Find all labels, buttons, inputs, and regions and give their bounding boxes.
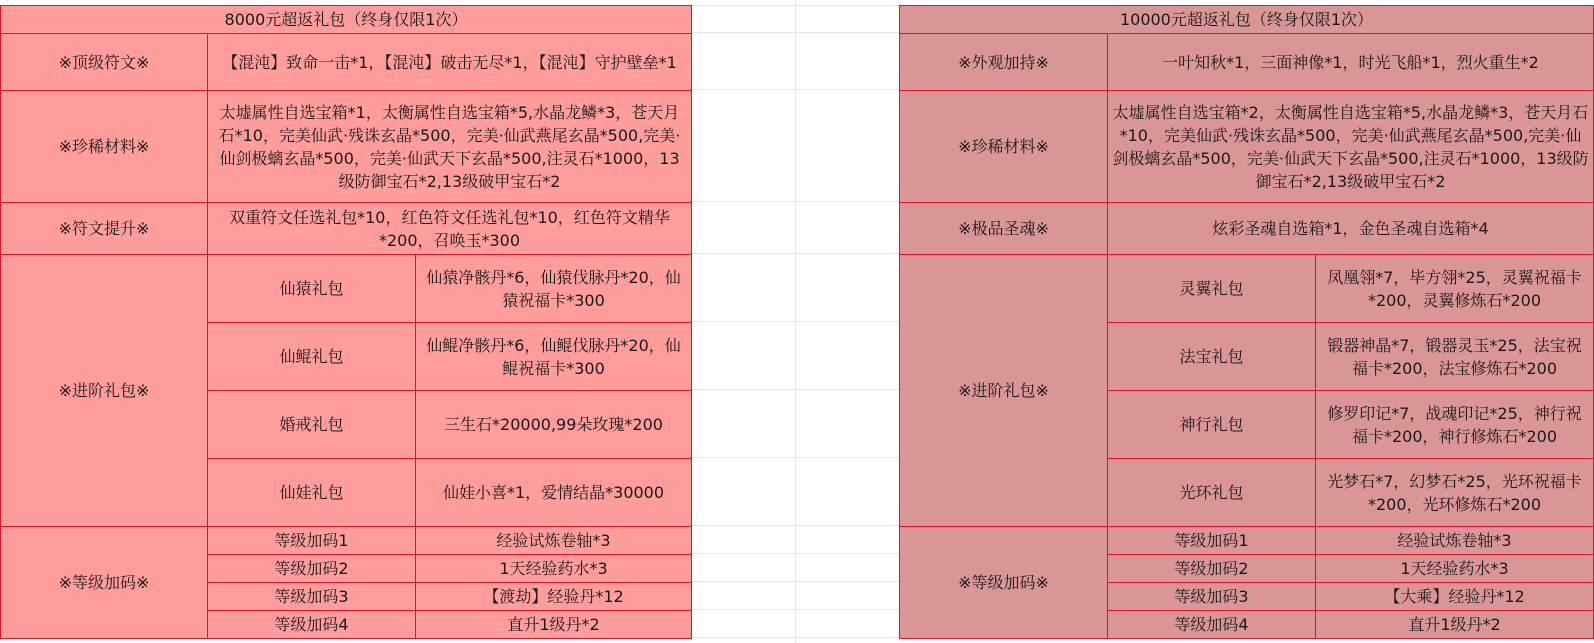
right-level-item-name: 等级加码2 bbox=[1108, 555, 1316, 583]
left-package-title: 8000元超返礼包（终身仅限1次） bbox=[1, 6, 692, 34]
left-row-label: ※顶级符文※ bbox=[1, 34, 208, 91]
right-row-content: 太墟属性自选宝箱*2，太衡属性自选宝箱*5,水晶龙鳞*3，苍天月石*10，完美仙武·残诛玄晶*500，完美·仙武燕尾玄晶*500,完美·仙剑极螭玄晶*500，完美·仙武天下玄晶*500,注灵石*1000，13级防御宝石*2,13级破甲宝石*2 bbox=[1108, 91, 1594, 203]
left-advanced-item-content: 仙猿净骸丹*6，仙猿伐脉丹*20，仙猿祝福卡*300 bbox=[416, 255, 692, 323]
gridline bbox=[795, 0, 796, 643]
left-level-item-name: 等级加码2 bbox=[208, 555, 416, 583]
left-level-item-name: 等级加码3 bbox=[208, 583, 416, 611]
right-advanced-item-name: 光环礼包 bbox=[1108, 459, 1316, 527]
right-package-title: 10000元超返礼包（终身仅限1次） bbox=[900, 6, 1594, 34]
right-advanced-item-content: 光梦石*7，幻梦石*25，光环祝福卡*200，光环修炼石*200 bbox=[1316, 459, 1594, 527]
right-level-item-content: 直升1级丹*2 bbox=[1316, 611, 1594, 639]
left-advanced-item-content: 三生石*20000,99朵玫瑰*200 bbox=[416, 391, 692, 459]
right-level-item-name: 等级加码3 bbox=[1108, 583, 1316, 611]
left-level-item-content: 直升1级丹*2 bbox=[416, 611, 692, 639]
right-row-label: ※珍稀材料※ bbox=[900, 91, 1108, 203]
right-advanced-item-name: 灵翼礼包 bbox=[1108, 255, 1316, 323]
right-level-item-name: 等级加码1 bbox=[1108, 527, 1316, 555]
left-level-item-content: 【渡劫】经验丹*12 bbox=[416, 583, 692, 611]
right-level-item-content: 经验试炼卷轴*3 bbox=[1316, 527, 1594, 555]
right-row-content: 炫彩圣魂自选箱*1，金色圣魂自选箱*4 bbox=[1108, 203, 1594, 255]
left-row-content: 双重符文任选礼包*10，红色符文任选礼包*10，红色符文精华*200，召唤玉*300 bbox=[208, 203, 692, 255]
left-row-label: ※珍稀材料※ bbox=[1, 91, 208, 203]
right-level-label: ※等级加码※ bbox=[900, 527, 1108, 639]
left-advanced-item-name: 婚戒礼包 bbox=[208, 391, 416, 459]
right-package-table bbox=[899, 5, 1594, 639]
right-advanced-item-name: 法宝礼包 bbox=[1108, 323, 1316, 391]
left-level-item-name: 等级加码1 bbox=[208, 527, 416, 555]
left-advanced-item-name: 仙猿礼包 bbox=[208, 255, 416, 323]
right-level-item-content: 【大乘】经验丹*12 bbox=[1316, 583, 1594, 611]
left-advanced-item-content: 仙娃小喜*1，爱情结晶*30000 bbox=[416, 459, 692, 527]
right-row-label: ※极品圣魂※ bbox=[900, 203, 1108, 255]
right-level-item-content: 1天经验药水*3 bbox=[1316, 555, 1594, 583]
left-advanced-item-name: 仙娃礼包 bbox=[208, 459, 416, 527]
left-row-content: 【混沌】致命一击*1，【混沌】破击无尽*1，【混沌】守护壁垒*1 bbox=[208, 34, 692, 91]
left-advanced-label: ※进阶礼包※ bbox=[1, 255, 208, 527]
right-advanced-item-name: 神行礼包 bbox=[1108, 391, 1316, 459]
left-level-item-content: 1天经验药水*3 bbox=[416, 555, 692, 583]
left-advanced-item-content: 仙鲲净骸丹*6，仙鲲伐脉丹*20，仙鲲祝福卡*300 bbox=[416, 323, 692, 391]
left-advanced-item-name: 仙鲲礼包 bbox=[208, 323, 416, 391]
right-row-label: ※外观加持※ bbox=[900, 34, 1108, 91]
left-row-label: ※符文提升※ bbox=[1, 203, 208, 255]
left-row-content: 太墟属性自选宝箱*1，太衡属性自选宝箱*5,水晶龙鳞*3，苍天月石*10，完美仙武·残诛玄晶*500，完美·仙武燕尾玄晶*500,完美·仙剑极螭玄晶*500，完美·仙武天下玄晶*500,注灵石*1000，13级防御宝石*2,13级破甲宝石*2 bbox=[208, 91, 692, 203]
right-advanced-item-content: 修罗印记*7，战魂印记*25，神行祝福卡*200，神行修炼石*200 bbox=[1316, 391, 1594, 459]
left-level-item-content: 经验试炼卷轴*3 bbox=[416, 527, 692, 555]
right-level-item-name: 等级加码4 bbox=[1108, 611, 1316, 639]
right-advanced-item-content: 凤凰翎*7，毕方翎*25，灵翼祝福卡*200，灵翼修炼石*200 bbox=[1316, 255, 1594, 323]
left-package-table bbox=[0, 5, 692, 639]
right-advanced-label: ※进阶礼包※ bbox=[900, 255, 1108, 527]
left-level-item-name: 等级加码4 bbox=[208, 611, 416, 639]
right-row-content: 一叶知秋*1，三面神像*1，时光飞船*1，烈火重生*2 bbox=[1108, 34, 1594, 91]
right-advanced-item-content: 锻器神晶*7，锻器灵玉*25，法宝祝福卡*200，法宝修炼石*200 bbox=[1316, 323, 1594, 391]
left-level-label: ※等级加码※ bbox=[1, 527, 208, 639]
